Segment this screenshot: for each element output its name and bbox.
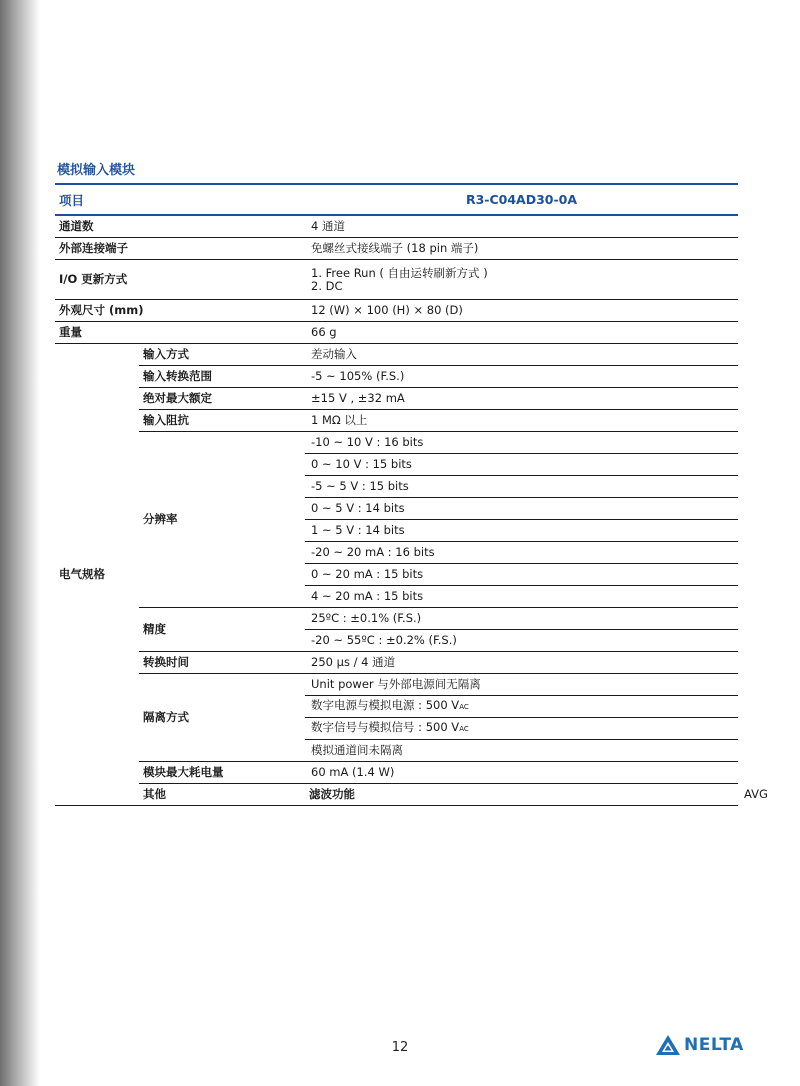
table-row <box>55 432 738 454</box>
row-label: 滤波功能 <box>305 784 738 806</box>
row-label: 分辨率 <box>139 432 305 608</box>
group-label-other: 其他 <box>139 784 305 806</box>
table-row <box>55 608 738 630</box>
isolation-value <box>305 718 738 740</box>
row-label: 模块最大耗电量 <box>139 762 305 784</box>
row-value: 250 µs / 4 通道 <box>305 652 738 674</box>
unit-subscript: AC <box>459 703 469 711</box>
table-row <box>55 260 738 300</box>
row-label: I/O 更新方式 <box>55 260 305 300</box>
resolution-value: 0 ~ 10 V : 15 bits <box>305 454 738 476</box>
table-row <box>55 322 738 344</box>
row-label: 输入阻抗 <box>139 410 305 432</box>
row-value: ±15 V , ±32 mA <box>305 388 738 410</box>
table-row <box>55 652 738 674</box>
row-value: -5 ~ 105% (F.S.) <box>305 366 738 388</box>
group-label-electrical: 电气规格 <box>55 344 139 806</box>
row-label: 隔离方式 <box>139 674 305 762</box>
row-value: 1 MΩ 以上 <box>305 410 738 432</box>
accuracy-value: -20 ~ 55ºC : ±0.2% (F.S.) <box>305 630 738 652</box>
row-label: 绝对最大额定 <box>139 388 305 410</box>
isolation-text: 数字电源与模拟电源 : 500 V <box>311 698 460 712</box>
row-value: 差动输入 <box>305 344 738 366</box>
delta-logo <box>655 1034 744 1056</box>
table-row: 其他 滤波功能 AVG <box>55 784 738 806</box>
io-value-line-2: 2. DC <box>311 278 343 293</box>
table-row <box>55 762 738 784</box>
row-label: 输入方式 <box>139 344 305 366</box>
isolation-value <box>305 696 738 718</box>
row-label: 输入转换范围 <box>139 366 305 388</box>
page-binding-shadow <box>0 0 40 1086</box>
table-row <box>55 388 738 410</box>
table-row <box>55 215 738 238</box>
table-row <box>55 300 738 322</box>
page-number: 12 <box>391 1040 409 1055</box>
resolution-value: 1 ~ 5 V : 14 bits <box>305 520 738 542</box>
row-value: 4 通道 <box>305 215 738 238</box>
row-value: 60 mA (1.4 W) <box>305 762 738 784</box>
row-label: 重量 <box>55 322 305 344</box>
isolation-value: 模拟通道间未隔离 <box>305 740 738 762</box>
isolation-text: 数字信号与模拟信号 : 500 V <box>311 720 460 734</box>
row-value: 免螺丝式接线端子 (18 pin 端子) <box>305 238 738 260</box>
resolution-value: -20 ~ 20 mA : 16 bits <box>305 542 738 564</box>
table-row <box>55 344 738 366</box>
row-label: 转换时间 <box>139 652 305 674</box>
resolution-value: -5 ~ 5 V : 15 bits <box>305 476 738 498</box>
unit-subscript: AC <box>459 725 469 733</box>
header-model: R3-C04AD30-0A <box>305 184 738 215</box>
row-label: 精度 <box>139 608 305 652</box>
row-value: 66 g <box>305 322 738 344</box>
resolution-value: -10 ~ 10 V : 16 bits <box>305 432 738 454</box>
row-label: 通道数 <box>55 215 305 238</box>
resolution-value: 0 ~ 5 V : 14 bits <box>305 498 738 520</box>
section-title: 模拟输入模块 <box>57 163 136 178</box>
spec-table <box>55 183 768 806</box>
io-value-line-1: 1. Free Run ( 自由运转刷新方式 ) <box>311 265 488 280</box>
header-item: 项目 <box>55 184 305 215</box>
table-row <box>55 410 738 432</box>
table-header-row <box>55 184 738 215</box>
row-label: 外部连接端子 <box>55 238 305 260</box>
table-row <box>55 238 738 260</box>
row-label: 外观尺寸 (mm) <box>55 300 305 322</box>
isolation-value: Unit power 与外部电源间无隔离 <box>305 674 738 696</box>
row-value: 12 (W) × 100 (H) × 80 (D) <box>305 300 738 322</box>
row-value <box>305 260 738 300</box>
resolution-value: 0 ~ 20 mA : 15 bits <box>305 564 738 586</box>
delta-triangle-icon <box>655 1034 681 1056</box>
resolution-value: 4 ~ 20 mA : 15 bits <box>305 586 738 608</box>
accuracy-value: 25ºC : ±0.1% (F.S.) <box>305 608 738 630</box>
logo-wordmark: NELTA <box>684 1035 744 1055</box>
table-row <box>55 366 738 388</box>
table-row <box>55 674 738 696</box>
